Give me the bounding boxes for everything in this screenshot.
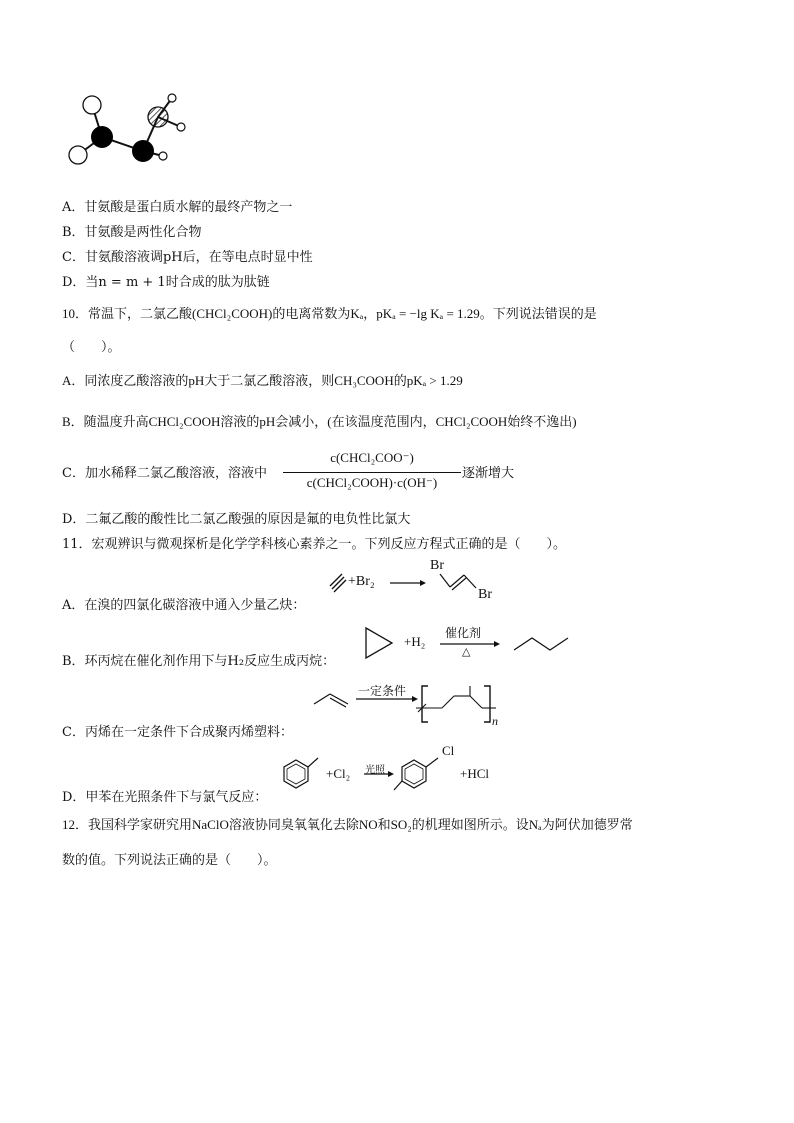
q11b-catalyst: 催化剂 (445, 626, 482, 640)
q10-option-d: D．二氟乙酸的酸性比二氯乙酸强的原因是氟的电负性比氯大 (62, 512, 411, 527)
q11-stem: 11．宏观辨识与微观探析是化学学科核心素养之一。下列反应方程式正确的是（ ）。 (62, 537, 567, 552)
q10-option-c-fraction (283, 450, 461, 500)
q10-option-c-prefix: C．加水稀释二氯乙酸溶液，溶液中 (62, 466, 267, 481)
fraction-bar (283, 472, 461, 473)
q10-stem: 10．常温下，二氯乙酸(CHCl₂COOH)的电离常数为Kₐ，pKₐ = −lg Kₐ = 1.29。下列说法错误的是 (62, 306, 597, 321)
q11c-n-subscript: n (492, 714, 498, 728)
q11d-condition: 光照 (365, 765, 385, 776)
q11c-equation (312, 680, 512, 730)
q11-option-b: B．环丙烷在催化剂作用下与H₂反应生成丙烷： (62, 654, 336, 669)
q10-option-b: B．随温度升高CHCl₂COOH溶液的pH会减小，(在该温度范围内，CHCl₂COOH始终不逸出) (62, 414, 577, 429)
q11b-heat: △ (462, 645, 471, 658)
q10-option-a: A．同浓度乙酸溶液的pH大于二氯乙酸溶液，则CH₃COOH的pKₐ > 1.29 (62, 373, 463, 388)
q10-option-c-suffix: 逐渐增大 (462, 466, 515, 481)
q9-option-a: A．甘氨酸是蛋白质水解的最终产物之一 (62, 200, 293, 215)
fraction-numerator: c(CHCl₂COO⁻) (330, 450, 414, 465)
fraction-denominator: c(CHCl₂COOH)·c(OH⁻) (306, 475, 438, 490)
q11c-condition: 一定条件 (358, 684, 407, 698)
q9-option-b: B．甘氨酸是两性化合物 (62, 225, 202, 240)
q12-stem: 12．我国科学家研究用NaClO溶液协同臭氧氧化去除NO和SO₂的机理如图所示。设Nₐ为阿伏加德罗常 (62, 817, 633, 832)
q11d-product-hcl: +HCl (460, 766, 490, 781)
q11a-br-top: Br (430, 558, 444, 573)
q9-option-d: D．当n = m + 1时合成的肽为肽链 (62, 275, 270, 290)
q11d-reagent: +Cl₂ (326, 766, 351, 781)
q11d-cl-label: Cl (442, 743, 455, 758)
q10-stem-paren: （ ）。 (62, 340, 121, 355)
q11a-br-bottom: Br (478, 587, 492, 602)
glycine-molecule-model (60, 90, 200, 180)
q12-stem-line2: 数的值。下列说法正确的是（ ）。 (62, 853, 277, 868)
q11a-reagent: +Br₂ (348, 574, 375, 589)
q11-option-d: D．甲苯在光照条件下与氯气反应： (62, 790, 268, 805)
q11-option-c: C．丙烯在一定条件下合成聚丙烯塑料： (62, 725, 293, 740)
q11-option-a: A．在溴的四氯化碳溶液中通入少量乙炔： (62, 598, 306, 613)
q11b-reagent: +H₂ (404, 634, 426, 649)
q9-option-c: C．甘氨酸溶液调pH后，在等电点时显中性 (62, 250, 313, 265)
